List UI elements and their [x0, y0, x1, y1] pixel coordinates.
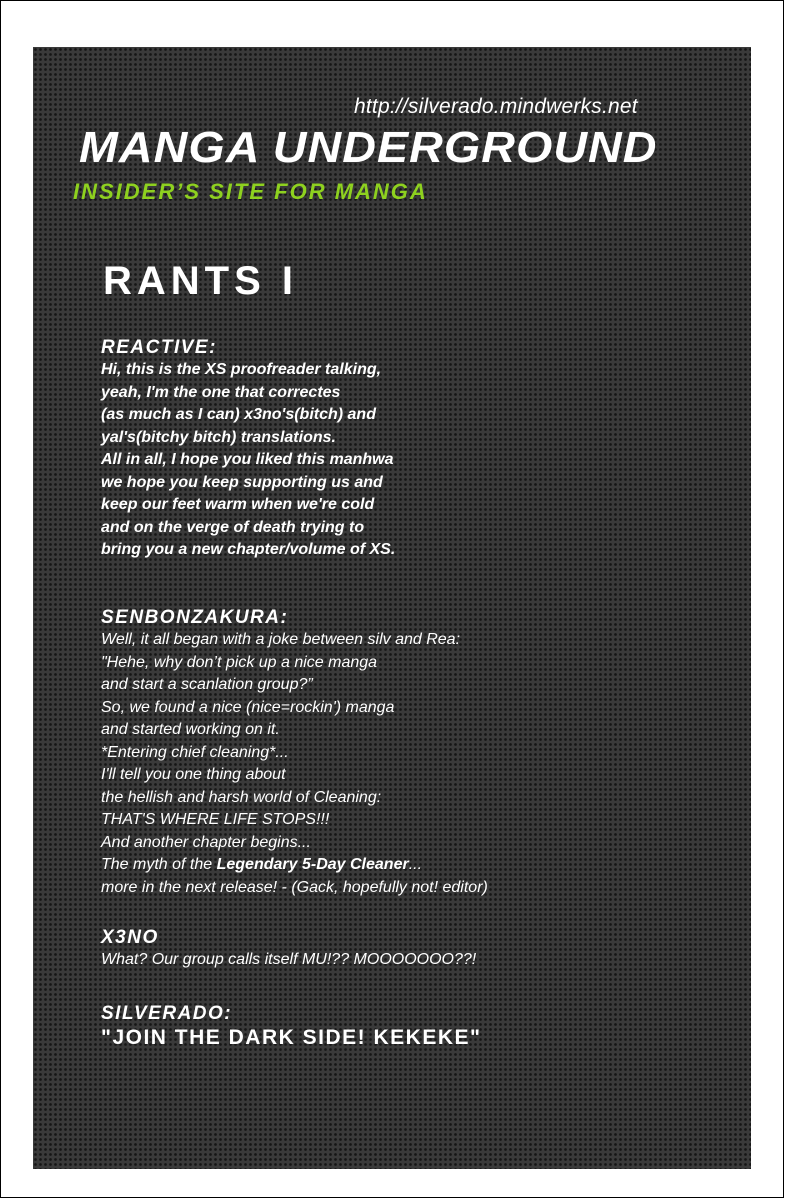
reactive-line: Hi, this is the XS proofreader talking,	[101, 361, 382, 378]
brand-title: MANGA UNDERGROUND	[79, 123, 658, 172]
reactive-section	[101, 337, 395, 562]
senbonzakura-line: more in the next release! - (Gack, hopefully not! editor)	[101, 878, 488, 896]
senbonzakura-line: Well, it all began with a joke between silv and Rea:	[101, 631, 461, 648]
silverado-section	[101, 1003, 481, 1051]
senbonzakura-myth-line	[101, 854, 488, 877]
reactive-line: we hope you keep supporting us and	[101, 473, 383, 491]
senbonzakura-line: and started working on it.	[101, 721, 280, 738]
reactive-line: yal's(bitchy bitch) translations.	[101, 428, 336, 446]
reactive-line: and on the verge of death trying to	[101, 518, 365, 536]
myth-bold: Legendary 5-Day Cleaner	[216, 856, 409, 873]
myth-prefix: The myth of the	[101, 856, 217, 873]
senbonzakura-line: and start a scanlation group?”	[101, 676, 313, 693]
site-tagline: INSIDER’S SITE FOR MANGA	[73, 179, 428, 204]
silverado-heading: SILVERADO:	[101, 1003, 233, 1024]
site-url[interactable]: http://silverado.mindwerks.net	[354, 95, 638, 118]
reactive-heading: REACTIVE:	[101, 337, 217, 358]
reactive-line: (as much as I can) x3no's(bitch) and	[101, 406, 376, 423]
senbonzakura-heading: SENBONZAKURA:	[101, 607, 289, 628]
reactive-line: yeah, I'm the one that correctes	[101, 383, 341, 401]
reactive-line: All in all, I hope you liked this manhwa	[101, 451, 394, 468]
x3no-section	[101, 927, 476, 972]
senbonzakura-line: And another chapter begins...	[101, 833, 311, 851]
page-title: RANTS I	[103, 259, 298, 303]
x3no-line: What? Our group calls itself MU!?? MOOOOOOO??!	[101, 951, 477, 968]
x3no-heading: X3NO	[101, 927, 159, 948]
senbonzakura-line: So, we found a nice (nice=rockin') manga	[101, 698, 395, 716]
reactive-line: keep our feet warm when we're cold	[101, 496, 375, 513]
reactive-line: bring you a new chapter/volume of XS.	[101, 541, 396, 558]
silverado-quote: "JOIN THE DARK SIDE! KEKEKE"	[101, 1026, 482, 1049]
senbonzakura-line: "Hehe, why don’t pick up a nice manga	[101, 653, 378, 671]
senbonzakura-line: *Entering chief cleaning*...	[101, 743, 289, 761]
senbonzakura-section	[101, 607, 488, 899]
senbonzakura-line: THAT'S WHERE LIFE STOPS!!!	[101, 811, 330, 828]
senbonzakura-line: the hellish and harsh world of Cleaning:	[101, 788, 382, 806]
senbonzakura-line: I'll tell you one thing about	[101, 766, 286, 783]
myth-suffix: ...	[408, 856, 423, 873]
dark-panel	[33, 47, 751, 1169]
